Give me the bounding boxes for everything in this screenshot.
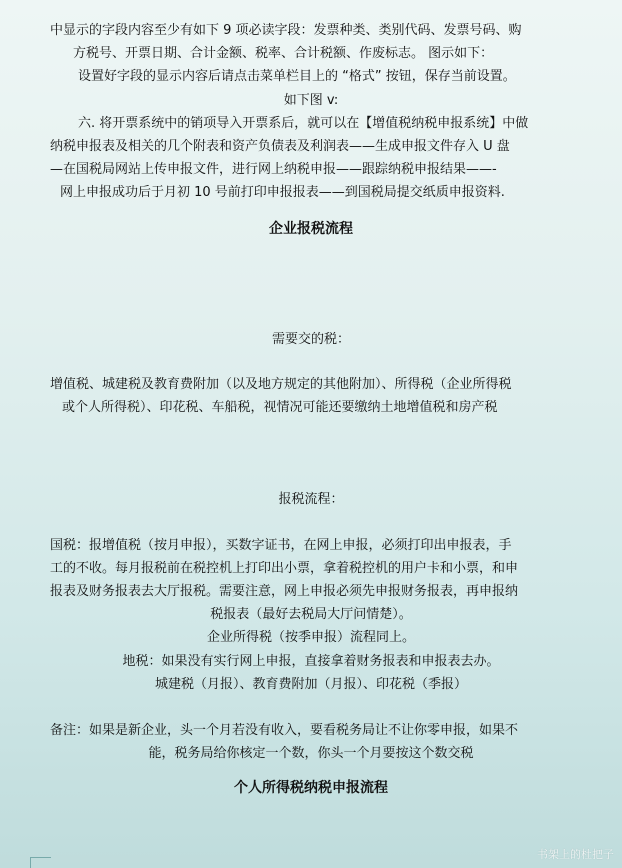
intro-line-6: 纳税申报表及相关的几个附表和资产负债表及利润表——生成申报文件存入 U 盘 — [50, 139, 510, 154]
heading-personal-income-tax-process: 个人所得税纳税申报流程 — [234, 780, 388, 796]
taxes-due-line-1: 增值税、城建税及教育费附加（以及地方规定的其他附加）、所得税（企业所得税 — [50, 377, 512, 392]
intro-line-8: 网上申报成功后于月初 10 号前打印申报报表——到国税局提交纸质申报资料. — [60, 185, 505, 200]
intro-line-5: 六. 将开票系统中的销项导入开票系后，就可以在【增值税纳税申报系统】中做 — [78, 116, 529, 131]
note-line-1: 备注：如果是新企业，头一个月若没有收入，要看税务局让不让你零申报，如果不 — [50, 723, 519, 738]
process-line-7: 城建税（月报）、教育费附加（月报）、印花税（季报） — [154, 677, 467, 692]
taxes-due-line-2: 或个人所得税）、印花税、车船税，视情况可能还要缴纳土地增值税和房产税 — [62, 400, 498, 415]
heading-enterprise-tax-process: 企业报税流程 — [269, 221, 353, 237]
watermark: 书架上的杜把子 — [537, 848, 614, 861]
taxes-due-title: 需要交的税： — [271, 332, 350, 347]
process-line-2: 工的不收。每月报税前在税控机上打印出小票，拿着税控机的用户卡和小票，和申 — [50, 561, 519, 576]
process-line-6: 地税：如果没有实行网上申报，直接拿着财务报表和申报表去办。 — [122, 654, 500, 669]
intro-line-3: 设置好字段的显示内容后请点击菜单栏目上的 “格式” 按钮，保存当前设置。 — [78, 69, 516, 84]
tax-process-title: 报税流程： — [278, 492, 344, 507]
note-line-2: 能，税务局给你核定一个数，你头一个月要按这个数交税 — [148, 746, 474, 761]
process-line-3: 报表及财务报表去大厅报税。需要注意，网上申报必须先申报财务报表，再申报纳 — [50, 584, 519, 599]
intro-line-2: 方税号、开票日期、合计金额、税率、合计税额、作废标志。 图示如下： — [73, 46, 494, 61]
process-line-5: 企业所得税（按季申报）流程同上。 — [206, 630, 415, 645]
intro-line-7: —在国税局网站上传申报文件，进行网上纳税申报——跟踪纳税申报结果——- — [50, 162, 497, 177]
page-corner-mark — [30, 857, 51, 868]
intro-line-1: 中显示的字段内容至少有如下 9 项必读字段：发票种类、类别代码、发票号码、购 — [50, 23, 522, 38]
process-line-4: 税报表（最好去税局大厅问情楚）。 — [210, 607, 412, 622]
process-line-1: 国税：报增值税（按月申报），买数字证书，在网上申报，必须打印出申报表，手 — [50, 538, 512, 553]
intro-line-4: 如下图 v: — [283, 93, 339, 108]
